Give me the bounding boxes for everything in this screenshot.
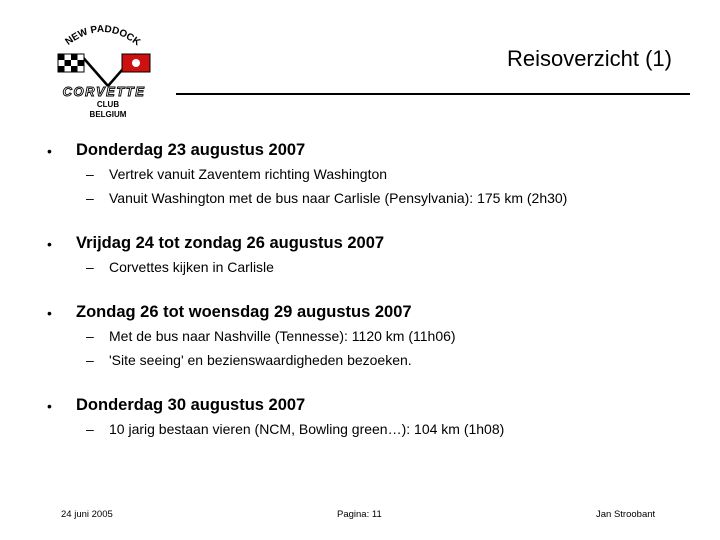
day-heading: Zondag 26 tot woensdag 29 augustus 2007	[76, 303, 412, 321]
day-heading-row	[0, 303, 720, 327]
day-section	[0, 234, 720, 282]
corvette-flags-emblem	[40, 18, 170, 123]
footer-page-number: Pagina: 11	[337, 509, 382, 520]
list-item-text: Corvettes kijken in Carlisle	[109, 259, 274, 275]
footer-date: 24 juni 2005	[61, 509, 113, 520]
logo-brand: CORVETTE	[62, 84, 146, 99]
list-item	[0, 258, 720, 282]
list-item	[0, 420, 720, 444]
day-section	[0, 396, 720, 444]
dash-icon: –	[86, 259, 94, 275]
day-heading: Donderdag 23 augustus 2007	[76, 141, 306, 159]
day-section	[0, 141, 720, 213]
day-heading: Vrijdag 24 tot zondag 26 augustus 2007	[76, 234, 385, 252]
club-logo	[40, 18, 170, 123]
day-heading-row	[0, 396, 720, 420]
dash-icon: –	[86, 190, 94, 206]
slide-footer	[0, 509, 720, 523]
list-item	[0, 327, 720, 351]
itinerary-list	[0, 141, 720, 465]
bullet-icon: •	[47, 305, 52, 321]
slide-title: Reisoverzicht (1)	[506, 46, 672, 71]
list-item	[0, 165, 720, 189]
day-heading-row	[0, 234, 720, 258]
list-item-text: 'Site seeing' en bezienswaardigheden bezoeken.	[109, 352, 412, 368]
day-section	[0, 303, 720, 375]
svg-text:NEW PADDOCK	[63, 24, 142, 49]
footer-author: Jan Stroobant	[596, 509, 656, 520]
bullet-icon: •	[47, 143, 52, 159]
logo-top-text: NEW PADDOCK	[63, 23, 143, 49]
dash-icon: –	[86, 328, 94, 344]
list-item-text: Met de bus naar Nashville (Tennesse): 1120 km (11h06)	[109, 328, 456, 344]
logo-line2: BELGIUM	[89, 110, 127, 119]
logo-line1: CLUB	[96, 100, 120, 109]
list-item-text: Vertrek vanuit Zaventem richting Washington	[109, 166, 388, 182]
list-item-text: 10 jarig bestaan vieren (NCM, Bowling green…): 104 km (1h08)	[109, 421, 505, 437]
list-item	[0, 189, 720, 213]
dash-icon: –	[86, 352, 94, 368]
list-item	[0, 351, 720, 375]
day-heading: Donderdag 30 augustus 2007	[76, 396, 306, 414]
dash-icon: –	[86, 421, 94, 437]
bullet-icon: •	[47, 398, 52, 414]
list-item-text: Vanuit Washington met de bus naar Carlisle (Pensylvania): 175 km (2h30)	[109, 190, 568, 206]
bullet-icon: •	[47, 236, 52, 252]
title-underline	[176, 93, 690, 95]
day-heading-row	[0, 141, 720, 165]
dash-icon: –	[86, 166, 94, 182]
